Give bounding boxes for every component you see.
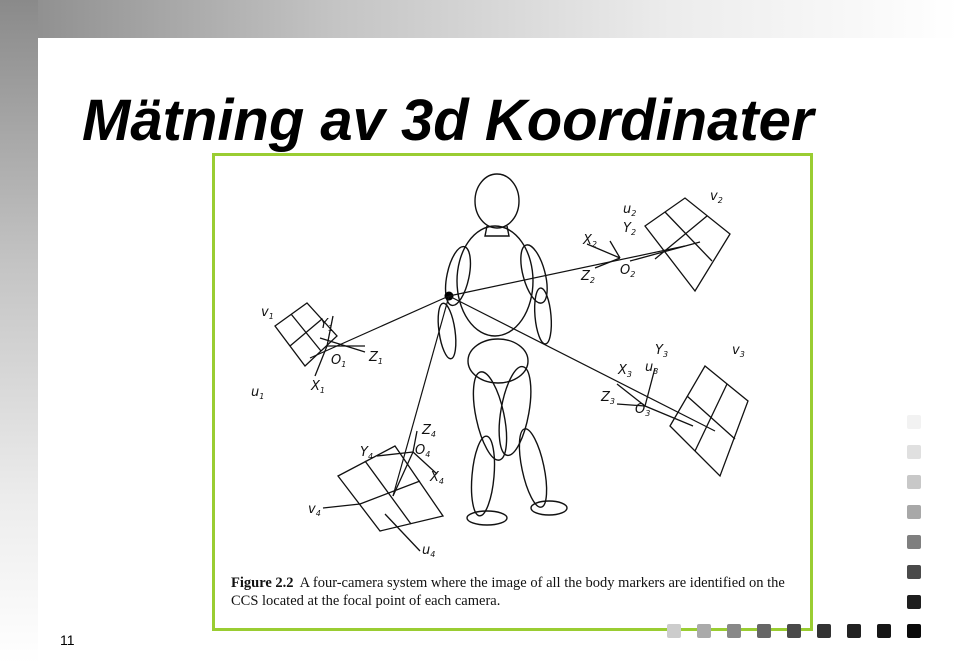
deco-square [667, 624, 681, 638]
deco-square [907, 505, 921, 519]
label-x1: $X_1$ [311, 379, 325, 395]
deco-square [907, 624, 921, 638]
deco-square [817, 624, 831, 638]
label-o4: $O_4$ [415, 443, 431, 459]
label-y3: $Y_3$ [655, 343, 669, 359]
label-x2: $X_2$ [583, 233, 597, 249]
label-z3: $Z_3$ [601, 390, 615, 406]
top-gradient-bar [0, 0, 959, 38]
caption-text: A four-camera system where the image of all the body markers are identified on the CCS located at the focal point of each camera. [231, 575, 785, 609]
label-z1: $Z_1$ [369, 350, 383, 366]
label-v2: $v_2$ [710, 189, 723, 205]
label-v1: $v_1$ [261, 305, 274, 321]
label-u4: $u_4$ [422, 543, 436, 559]
left-gradient-bar [0, 0, 38, 664]
label-y2: $Y_2$ [623, 221, 637, 237]
deco-square [877, 624, 891, 638]
deco-square [697, 624, 711, 638]
label-o2: $O_2$ [620, 263, 636, 279]
deco-square [907, 565, 921, 579]
deco-square [787, 624, 801, 638]
label-u3: $u_3$ [645, 360, 659, 376]
figure-caption [231, 574, 796, 610]
deco-square [907, 595, 921, 609]
deco-square [847, 624, 861, 638]
slide-title: Mätning av 3d Koordinater [82, 88, 814, 153]
deco-square [907, 475, 921, 489]
label-z2: $Z_2$ [581, 269, 595, 285]
label-v4: $v_4$ [308, 502, 321, 518]
label-u1: $u_1$ [251, 385, 265, 401]
label-x4: $X_4$ [430, 470, 444, 486]
label-v3: $v_3$ [732, 343, 745, 359]
camera-3 [600, 343, 748, 476]
label-o1: $O_1$ [331, 353, 347, 369]
slide-number: 11 [60, 632, 75, 648]
camera-1 [251, 303, 383, 401]
label-z4: $Z_4$ [422, 423, 436, 439]
deco-square [757, 624, 771, 638]
deco-square [727, 624, 741, 638]
camera-2 [580, 189, 730, 291]
label-u2: $u_2$ [623, 202, 637, 218]
camera-4 [308, 423, 444, 559]
label-y4: $Y_4$ [360, 445, 374, 461]
deco-square [907, 535, 921, 549]
caption-label: Figure 2.2 [231, 575, 294, 591]
label-o3: $O_3$ [635, 402, 651, 418]
deco-square [907, 415, 921, 429]
figure-frame [212, 153, 813, 631]
deco-square [907, 445, 921, 459]
four-camera-diagram [215, 156, 810, 628]
label-x3: $X_3$ [618, 363, 632, 379]
human-figure [435, 174, 567, 525]
label-y1: $Y_1$ [320, 317, 334, 333]
